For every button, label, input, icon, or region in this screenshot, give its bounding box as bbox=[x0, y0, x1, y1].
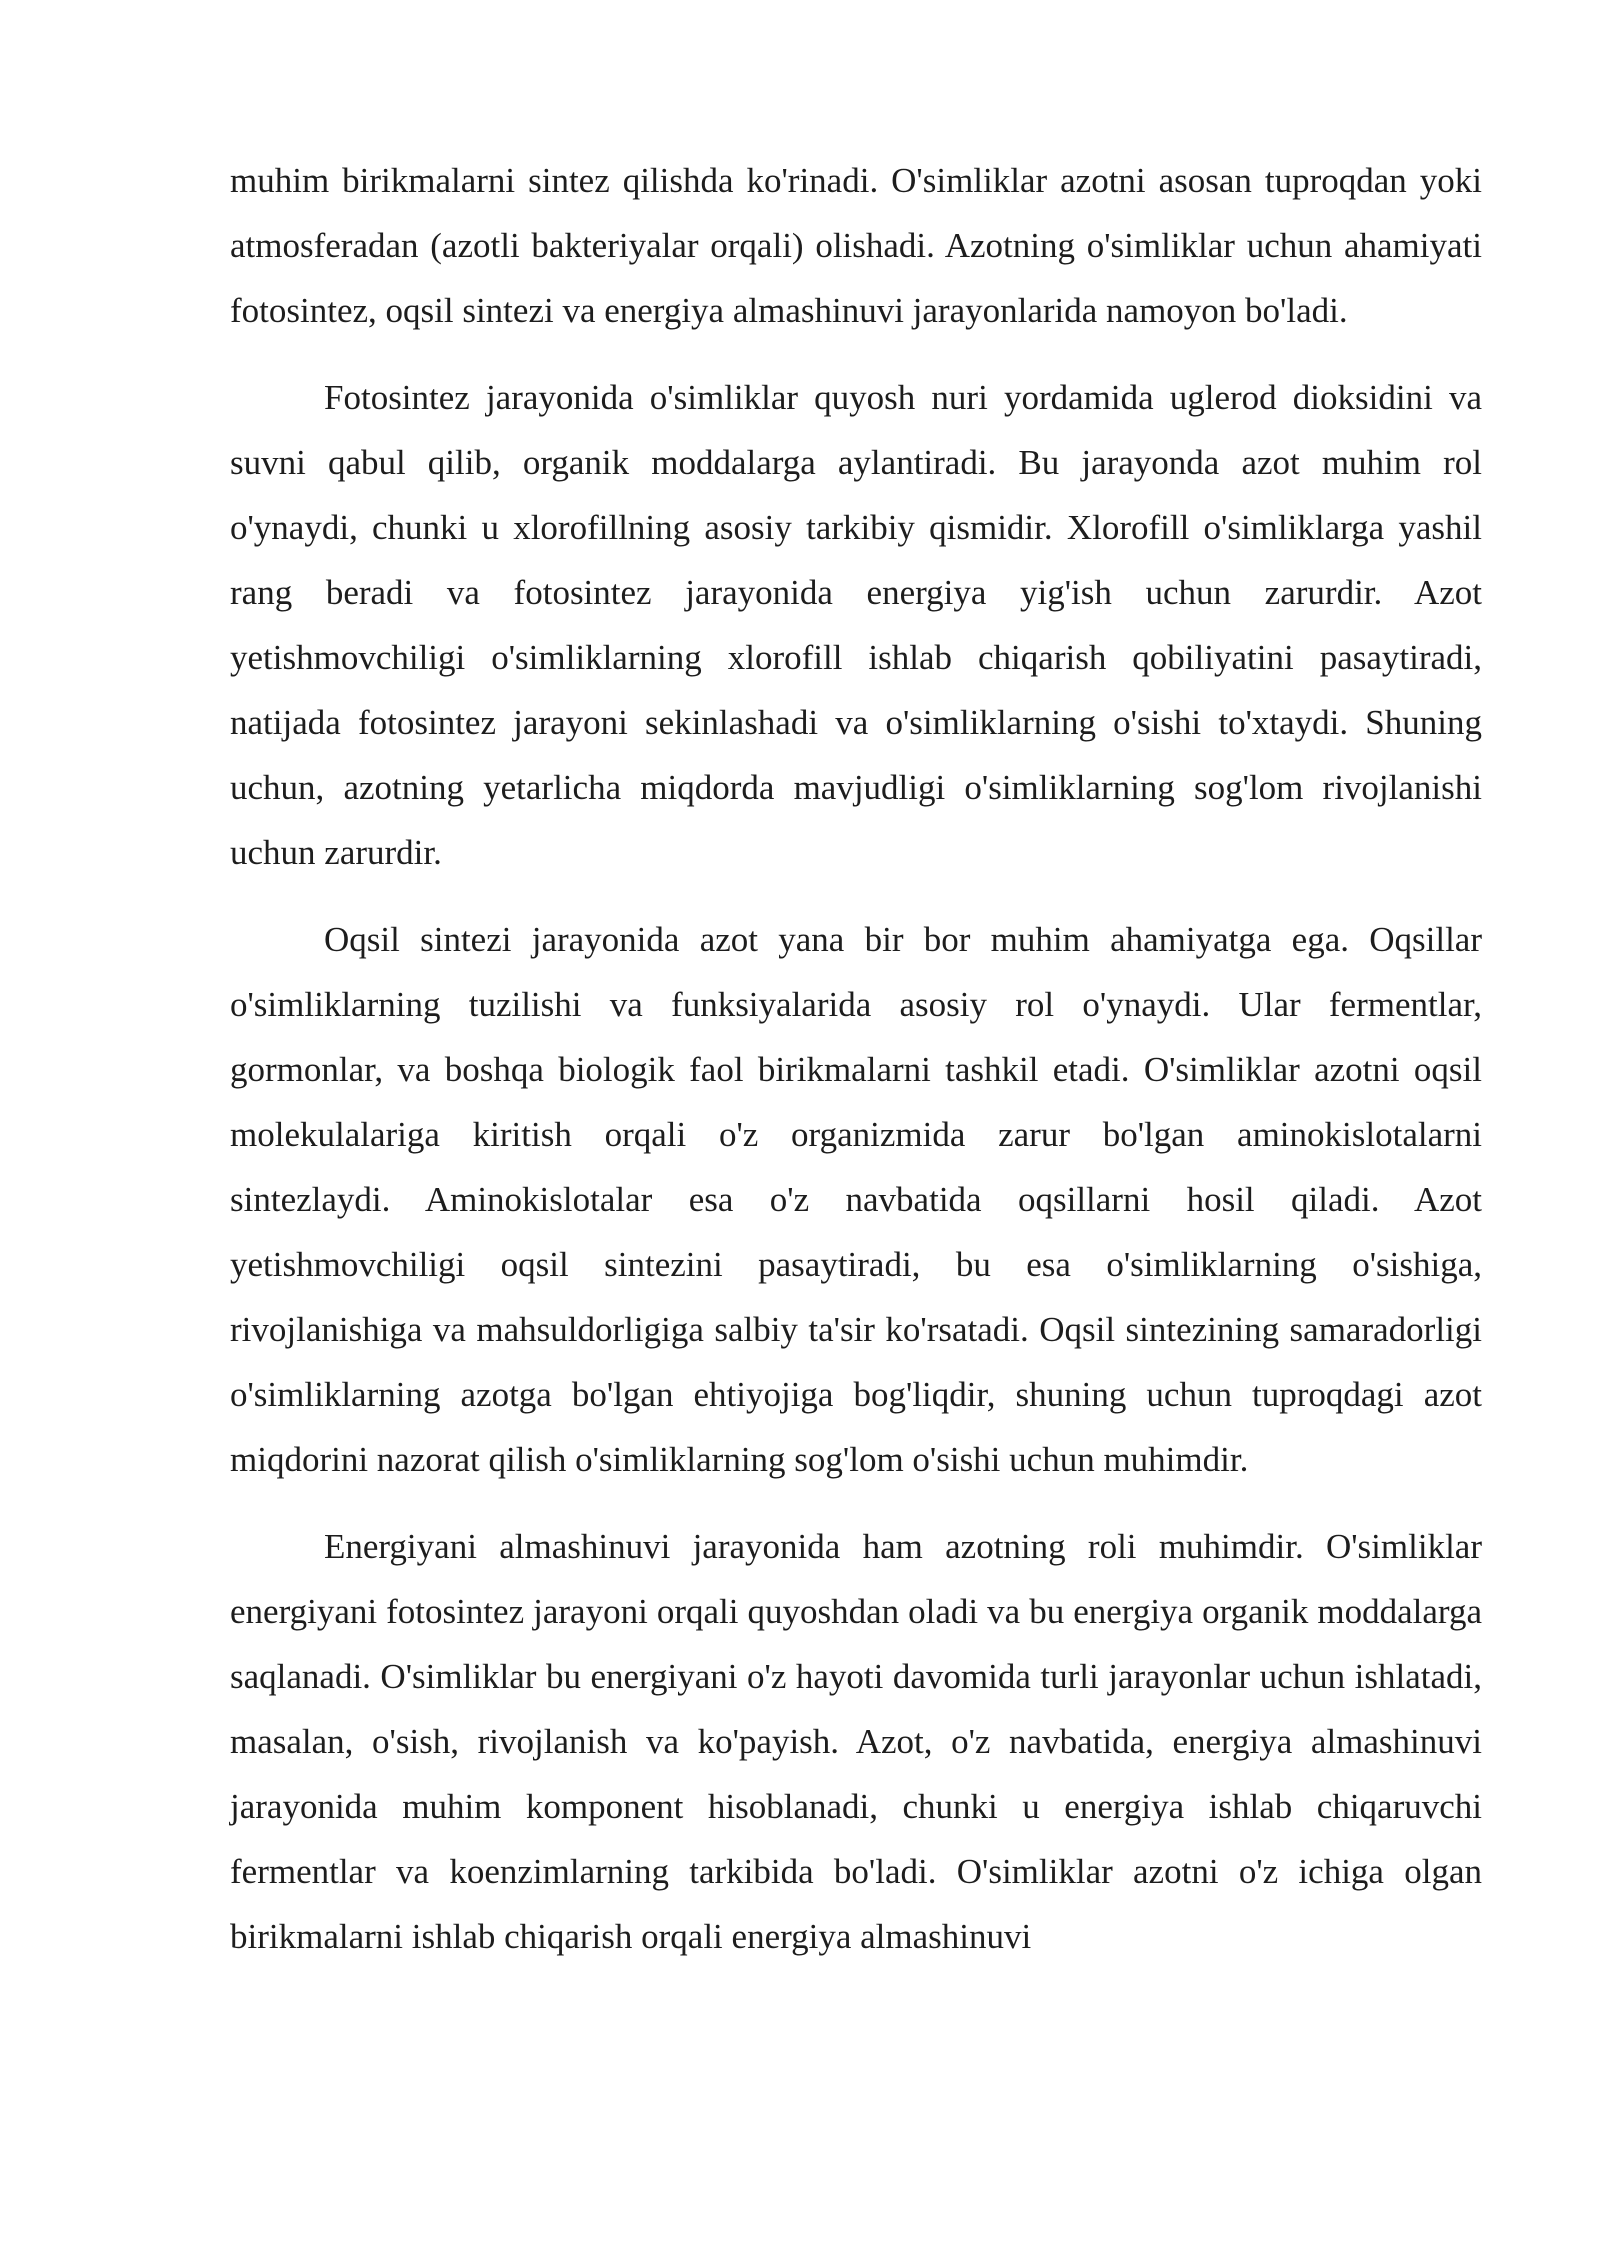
paragraph-protein-synthesis: Oqsil sintezi jarayonida azot yana bir bor muhim ahamiyatga ega. Oqsillar o'simliklarning tuzilishi va funksiyalarida asosiy rol o'ynaydi. Ular fermentlar, gormonlar, va boshqa biologik faol birikmalarni tashkil etadi. O'simliklar azotni oqsil molekulalariga kiritish orqali o'z organizmida zarur bo'lgan aminokislotalarni sintezlaydi. Aminokislotalar esa o'z navbatida oqsillarni hosil qiladi. Azot yetishmovchiligi oqsil sintezini pasaytiradi, bu esa o'simliklarning o'sishiga, rivojlanishiga va mahsuldorligiga salbiy ta'sir ko'rsatadi. Oqsil sintezining samaradorligi o'simliklarning azotga bo'lgan ehtiyojiga bog'liqdir, shuning uchun tuproqdagi azot miqdorini nazorat qilish o'simliklarning sog'lom o'sishi uchun muhimdir. bbox=[230, 920, 1482, 1479]
paragraph-energy-metabolism: Energiyani almashinuvi jarayonida ham azotning roli muhimdir. O'simliklar energiyani fotosintez jarayoni orqali quyoshdan oladi va bu energiya organik moddalarga saqlanadi. O'simliklar bu energiyani o'z hayoti davomida turli jarayonlar uchun ishlatadi, masalan, o'sish, rivojlanish va ko'payish. Azot, o'z navbatida, energiya almashinuvi jarayonida muhim komponent hisoblanadi, chunki u energiya ishlab chiqaruvchi fermentlar va koenzimlarning tarkibida bo'ladi. O'simliklar azotni o'z ichiga olgan birikmalarni ishlab chiqarish orqali energiya almashinuvi bbox=[230, 1527, 1482, 1956]
paragraph-continuation: muhim birikmalarni sintez qilishda ko'rinadi. O'simliklar azotni asosan tuproqdan yoki atmosferadan (azotli bakteriyalar orqali) olishadi. Azotning o'simliklar uchun ahamiyati fotosintez, oqsil sintezi va energiya almashinuvi jarayonlarida namoyon bo'ladi. bbox=[230, 161, 1482, 330]
document-body bbox=[230, 148, 1482, 1969]
paragraph-photosynthesis: Fotosintez jarayonida o'simliklar quyosh nuri yordamida uglerod dioksidini va suvni qabul qilib, organik moddalarga aylantiradi. Bu jarayonda azot muhim rol o'ynaydi, chunki u xlorofillning asosiy tarkibiy qismidir. Xlorofill o'simliklarga yashil rang beradi va fotosintez jarayonida energiya yig'ish uchun zarurdir. Azot yetishmovchiligi o'simliklarning xlorofill ishlab chiqarish qobiliyatini pasaytiradi, natijada fotosintez jarayoni sekinlashadi va o'simliklarning o'sishi to'xtaydi. Shuning uchun, azotning yetarlicha miqdorda mavjudligi o'simliklarning sog'lom rivojlanishi uchun zarurdir. bbox=[230, 378, 1482, 872]
